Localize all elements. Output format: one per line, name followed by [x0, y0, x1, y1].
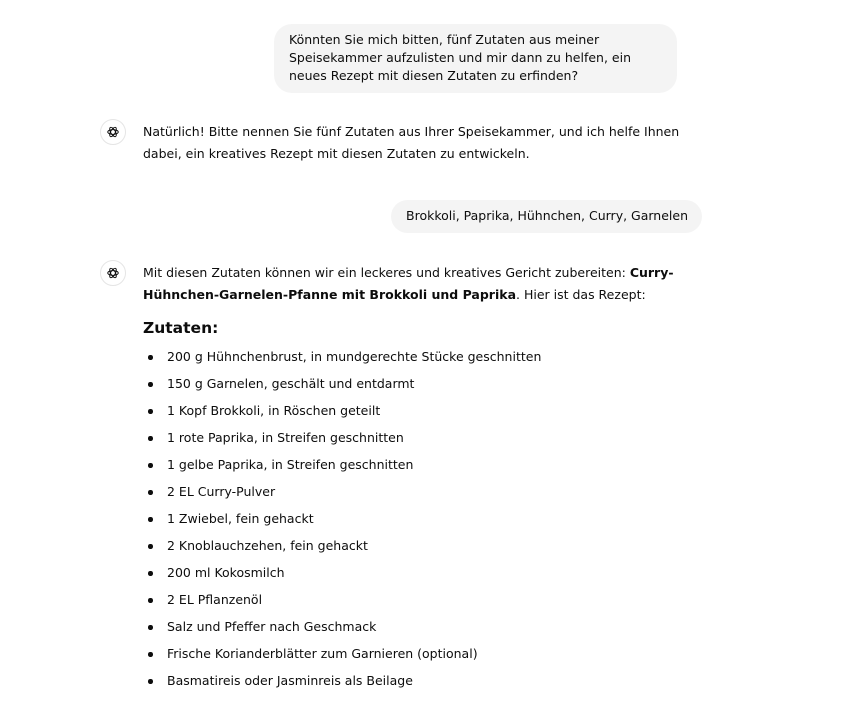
- list-item: [143, 535, 683, 562]
- list-item: [143, 670, 683, 697]
- list-item: [143, 562, 683, 589]
- ingredients-heading: Zutaten:: [143, 319, 219, 337]
- list-item: [143, 373, 683, 400]
- list-item: [143, 589, 683, 616]
- bullet-icon: [148, 652, 153, 657]
- bullet-icon: [148, 679, 153, 684]
- assistant-intro-text: Mit diesen Zutaten können wir ein leckeres und kreatives Gericht zubereiten:: [143, 265, 630, 280]
- ingredient-text: 1 gelbe Paprika, in Streifen geschnitten: [167, 457, 414, 472]
- ingredient-text: 1 Kopf Brokkoli, in Röschen geteilt: [167, 403, 381, 418]
- ingredient-text: 200 g Hühnchenbrust, in mundgerechte Stücke geschnitten: [167, 349, 542, 364]
- openai-logo-icon: [106, 266, 120, 280]
- ingredient-text: 200 ml Kokosmilch: [167, 565, 285, 580]
- bullet-icon: [148, 544, 153, 549]
- bullet-icon: [148, 436, 153, 441]
- list-item: [143, 427, 683, 454]
- bullet-icon: [148, 625, 153, 630]
- dish-name: Curry-Hühnchen-Garnelen-Pfanne mit Brokkoli und Paprika: [143, 265, 674, 302]
- assistant-avatar: [100, 260, 126, 286]
- bullet-icon: [148, 355, 153, 360]
- bullet-icon: [148, 463, 153, 468]
- ingredient-text: Salz und Pfeffer nach Geschmack: [167, 619, 377, 634]
- assistant-message-text: Natürlich! Bitte nennen Sie fünf Zutaten aus Ihrer Speisekammer, und ich helfe Ihnen dabei, ein kreatives Rezept mit diesen Zutaten zu entwickeln.: [143, 124, 680, 161]
- ingredient-text: Basmatireis oder Jasminreis als Beilage: [167, 673, 413, 688]
- bullet-icon: [148, 571, 153, 576]
- list-item: [143, 481, 683, 508]
- ingredient-text: 150 g Garnelen, geschält und entdarmt: [167, 376, 415, 391]
- bullet-icon: [148, 517, 153, 522]
- list-item: [143, 616, 683, 643]
- bullet-icon: [148, 490, 153, 495]
- ingredient-text: 2 EL Pflanzenöl: [167, 592, 263, 607]
- assistant-message: [143, 121, 683, 165]
- openai-logo-icon: [106, 125, 120, 139]
- bullet-icon: [148, 598, 153, 603]
- assistant-avatar: [100, 119, 126, 145]
- list-item: [143, 400, 683, 427]
- list-item: [143, 508, 683, 535]
- list-item: [143, 454, 683, 481]
- user-message-bubble: [391, 200, 702, 233]
- user-message-text: Könnten Sie mich bitten, fünf Zutaten aus meiner Speisekammer aufzulisten und mir dann zu helfen, ein neues Rezept mit diesen Zutaten zu erfinden?: [289, 32, 631, 83]
- list-item: [143, 643, 683, 670]
- user-message-text: Brokkoli, Paprika, Hühnchen, Curry, Garnelen: [406, 208, 689, 223]
- assistant-message: [143, 262, 683, 306]
- ingredient-list: [143, 346, 683, 697]
- assistant-outro-text: . Hier ist das Rezept:: [516, 287, 646, 302]
- bullet-icon: [148, 409, 153, 414]
- user-message-bubble: [274, 24, 677, 93]
- ingredient-text: 2 Knoblauchzehen, fein gehackt: [167, 538, 368, 553]
- ingredient-text: Frische Korianderblätter zum Garnieren (optional): [167, 646, 478, 661]
- bullet-icon: [148, 382, 153, 387]
- ingredient-text: 2 EL Curry-Pulver: [167, 484, 276, 499]
- ingredient-text: 1 Zwiebel, fein gehackt: [167, 511, 314, 526]
- list-item: [143, 346, 683, 373]
- ingredient-text: 1 rote Paprika, in Streifen geschnitten: [167, 430, 404, 445]
